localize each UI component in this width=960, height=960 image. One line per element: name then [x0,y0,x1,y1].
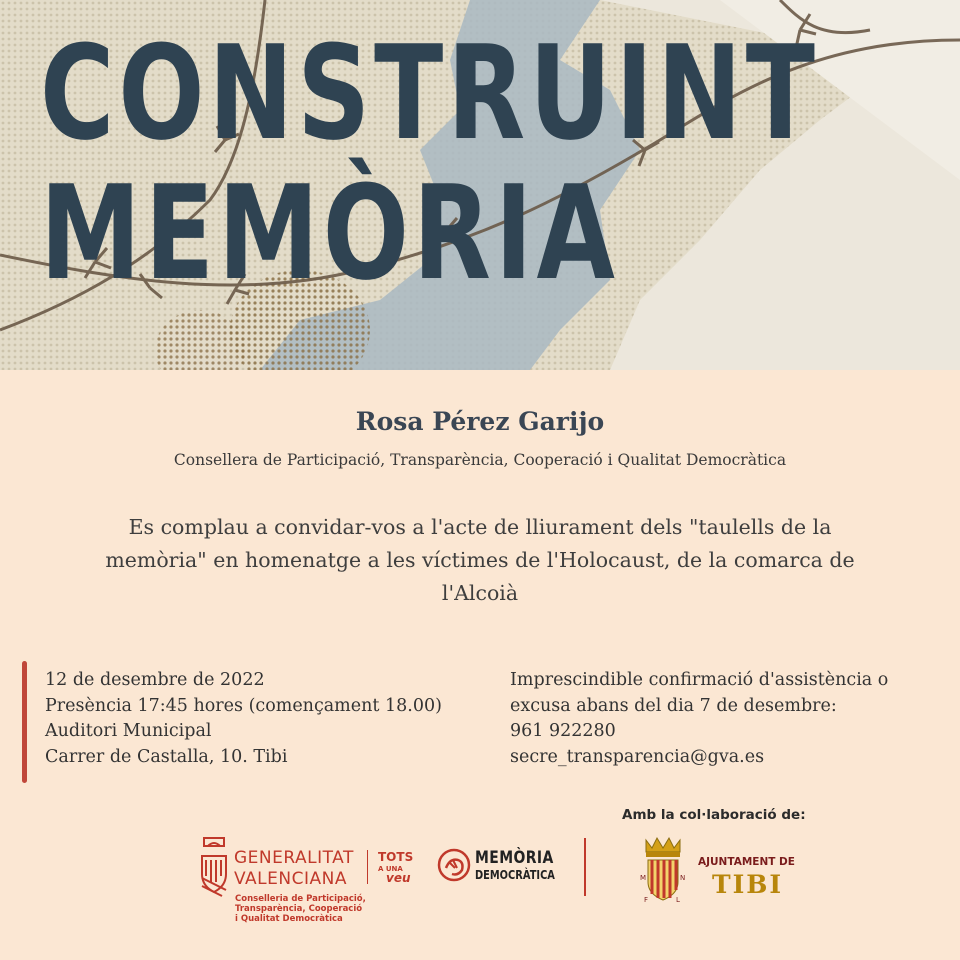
md-line-1: MEMÒRIA [475,848,554,868]
invitation-text: Es complau a convidar-vos a l'acte de lliurament dels "taulells de la memòria" en homenatge a les víctimes de l'Holocaust, de la comarca de l'Alcoià [105,515,855,605]
tibi-line-1: AJUNTAMENT DE [698,856,795,868]
tibi-line-2: TIBI [712,870,784,899]
rsvp-details [510,668,940,770]
accent-bar [22,661,27,783]
hero-banner [0,0,960,370]
collaboration-label: Amb la col·laboració de: [622,807,806,823]
tots-a-una-veu-line-3: veu [386,871,411,885]
title-line-2: MEMÒRIA [40,157,619,309]
gva-sub-line-3: i Qualitat Democràtica [235,914,343,924]
host-name: Rosa Pérez Garijo [355,407,605,436]
memoria-democratica-icon [437,848,471,882]
logo-divider [584,838,586,896]
event-date: 12 de desembre de 2022 [45,670,265,690]
host-role: Consellera de Participació, Transparència, Cooperació i Qualitat Democràtica [173,451,787,469]
gva-sub-line-1: Conselleria de Participació, [235,894,366,904]
tots-a-una-veu-line-2: A UNA [378,865,403,873]
gva-subtitle [235,894,395,924]
rsvp-email[interactable]: secre_transparencia@gva.es [510,746,765,767]
svg-text:F: F [644,896,649,904]
svg-text:N: N [680,874,686,882]
gva-name-line-2: VALENCIANA [234,869,347,889]
title-line-1: CONSTRUINT [40,17,819,169]
rsvp-phone[interactable]: 961 922280 [510,721,616,741]
ajuntament-tibi-logo [640,836,820,906]
tots-a-una-veu-line-1: TOTS [378,850,414,864]
event-address: Carrer de Castalla, 10. Tibi [45,746,288,767]
svg-text:M: M [640,874,647,882]
gva-name-line-1: GENERALITAT [234,848,354,868]
rsvp-line-2: excusa abans del dia 7 de desembre: [510,695,837,716]
svg-text:L: L [676,896,680,904]
md-line-2: DEMOCRÀTICA [475,868,555,882]
event-details [45,668,485,770]
gva-sub-line-2: Transparència, Cooperació [235,904,363,914]
event-venue: Auditori Municipal [45,721,212,741]
rsvp-line-1: Imprescindible confirmació d'assistència o [510,670,889,690]
gva-shield-icon [198,834,230,904]
tibi-crest-icon [640,836,686,904]
memoria-democratica-logo [437,846,557,886]
event-time: Presència 17:45 hores (començament 18.00) [45,695,442,716]
gva-divider [367,850,368,884]
